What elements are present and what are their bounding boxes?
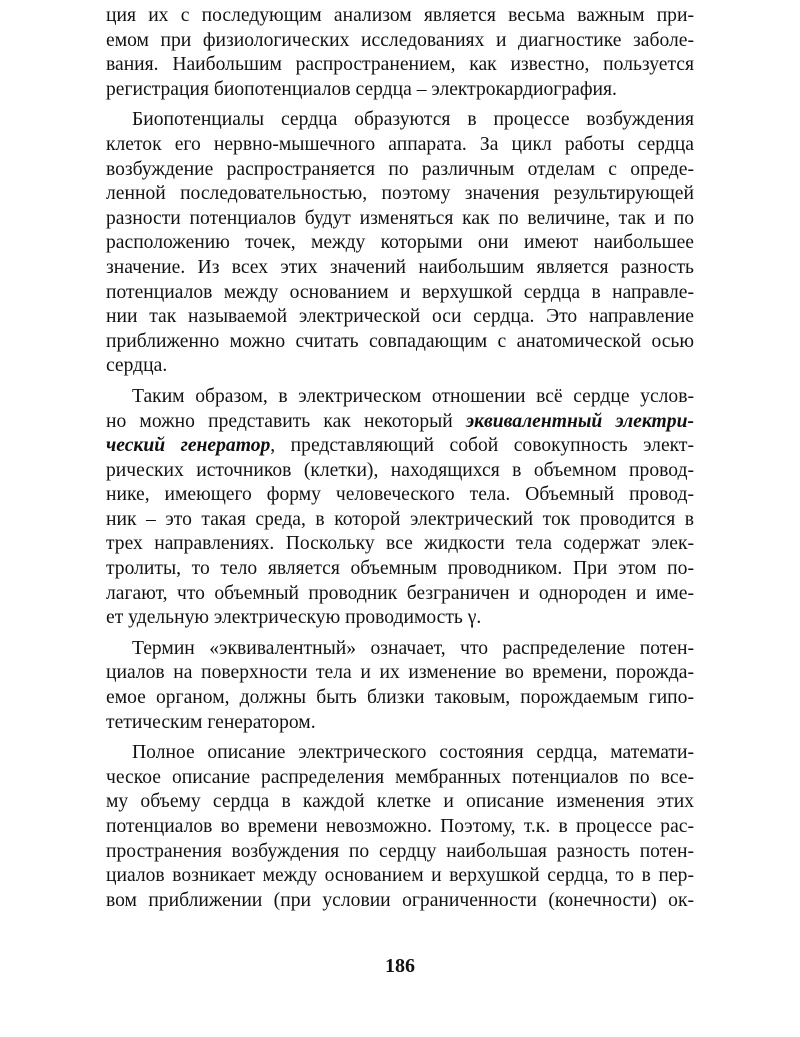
text-line: ник – это такая среда, в которой электрический ток проводится в	[106, 508, 694, 530]
text-line: клеток его нервно-мышечного аппарата. За цикл работы сердца	[106, 133, 694, 155]
text-line: регистрация биопотенциалов сердца – электрокардиография.	[106, 78, 617, 100]
text-line: ция их с последующим анализом является весьма важным при-	[106, 5, 694, 26]
text-line: тролиты, то тело является объемным проводником. При этом по-	[106, 558, 694, 580]
text-line	[106, 434, 694, 459]
text-line: Термин «эквивалентный» означает, что распределение потен-	[132, 637, 694, 659]
text-line	[106, 410, 694, 435]
paragraph-3	[106, 385, 694, 631]
text-line: трех направлениях. Поскольку все жидкости тела содержат элек-	[106, 533, 694, 555]
text-line: нии так называемой электрической оси сердца. Это направление	[106, 306, 694, 328]
text-line: тетическим генератором.	[106, 711, 316, 733]
text-line: емое органом, должны быть близки таковым, порождаемым гипо-	[106, 687, 694, 709]
text-line: му объему сердца в каждой клетке и описание изменения этих	[106, 791, 694, 813]
page-number: 186	[385, 955, 415, 977]
text-line: Биопотенциалы сердца образуются в процессе возбуждения	[132, 109, 694, 131]
paragraph-5	[106, 741, 694, 913]
text-line: ет удельную электрическую проводимость γ.	[106, 607, 482, 629]
text-line: циалов возникает между основанием и верхушкой сердца, то в пер-	[106, 865, 694, 887]
paragraph-2	[106, 108, 694, 379]
text-line: потенциалов во времени невозможно. Поэтому, т.к. в процессе рас-	[106, 816, 694, 837]
body-text	[106, 4, 694, 919]
text-line: расположению точек, между которыми они имеют наибольшее	[106, 232, 694, 254]
text-line: лагают, что объемный проводник безграничен и однороден и име-	[106, 582, 694, 604]
text-line: ческое описание распределения мембранных потенциалов по все-	[106, 766, 694, 788]
text-line: приближенно можно считать совпадающим с анатомической осью	[106, 330, 694, 352]
text-line: сердца.	[106, 355, 168, 377]
text-line: рических источников (клетки), находящихся в объемном провод-	[106, 459, 694, 481]
text-line: ленной последовательностью, поэтому значения результирующей	[106, 183, 694, 205]
text-line: вом приближении (при условии ограниченности (конечности) ок-	[106, 889, 694, 911]
text-line: емом при физиологических исследованиях и диагностике заболе-	[106, 29, 694, 51]
text-line: возбуждение распространяется по различным отделам с опреде-	[106, 158, 694, 180]
text-line: пространения возбуждения по сердцу наибольшая разность потен-	[106, 840, 694, 862]
text-segment: , представляющий собой совокупность элект-	[270, 435, 694, 457]
text-line: Полное описание электрического состояния сердца, математи-	[132, 742, 694, 764]
text-line: значение. Из всех этих значений наибольшим является разность	[106, 256, 694, 278]
text-line: Таким образом, в электрическом отношении всё сердце услов-	[132, 385, 694, 407]
key-term: ческий генератор	[106, 435, 271, 457]
paragraph-4	[106, 637, 694, 735]
text-line: потенциалов между основанием и верхушкой сердца в направле-	[106, 281, 694, 303]
text-segment: но можно представить как некоторый	[106, 410, 466, 432]
text-line: нике, имеющего форму человеческого тела. Объемный провод-	[106, 484, 694, 506]
text-line: циалов на поверхности тела и их изменение во времени, порожда-	[106, 662, 694, 684]
text-line: вания. Наибольшим распространением, как известно, пользуется	[106, 54, 694, 76]
key-term: эквивалентный электри-	[465, 410, 694, 432]
paragraph-1	[106, 4, 694, 102]
text-line: разности потенциалов будут изменяться как по величине, так и по	[106, 207, 694, 229]
